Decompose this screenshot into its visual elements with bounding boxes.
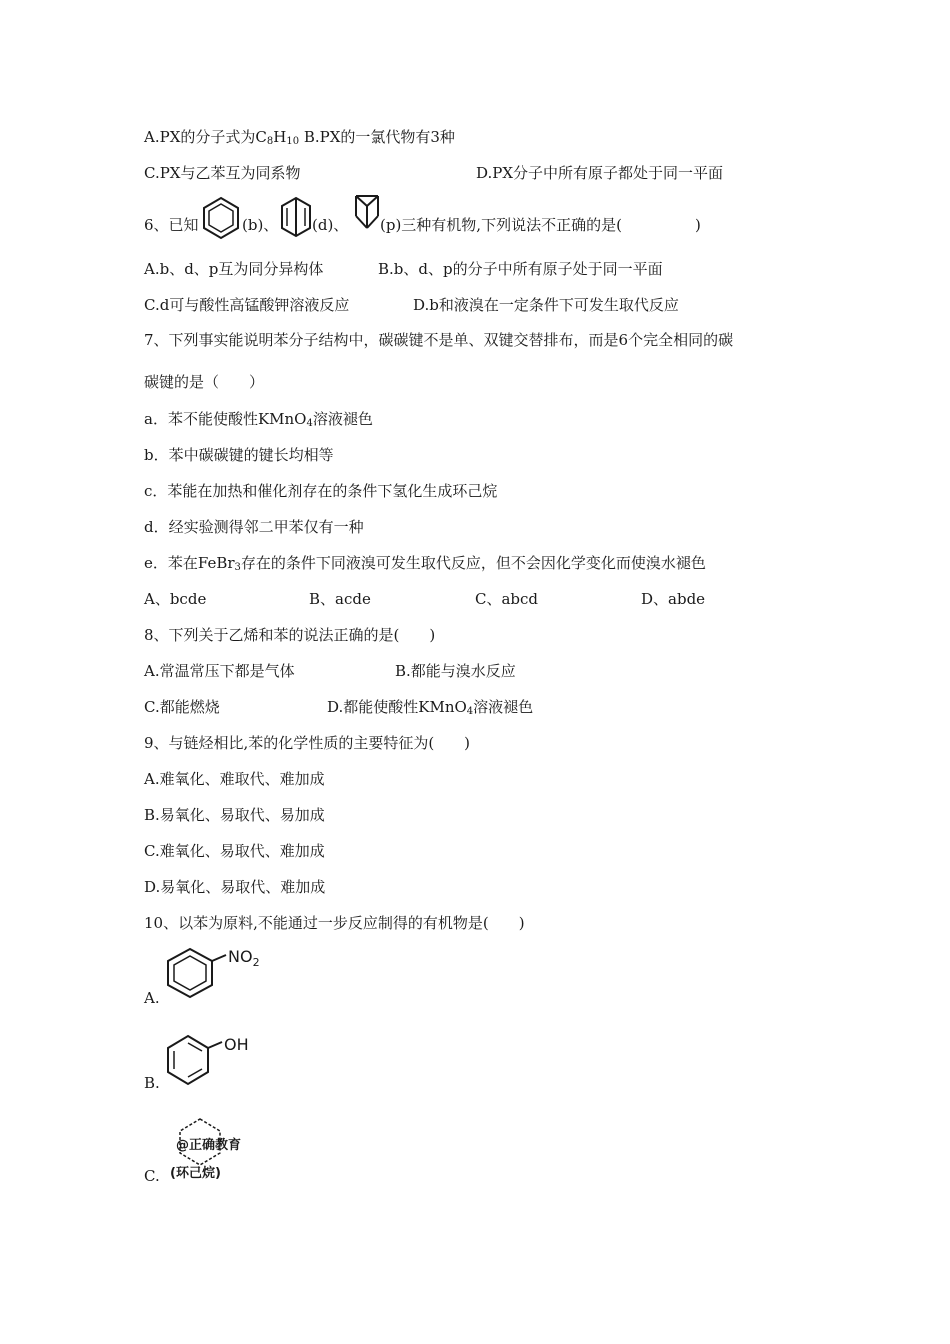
q7-statement-a: a．苯不能使酸性KMnO$_4$溶液褪色 — [144, 410, 373, 429]
q8-stem: 8、下列关于乙烯和苯的说法正确的是( ) — [144, 626, 436, 644]
phenol-structure — [160, 1030, 270, 1090]
q7-statement-b: b．苯中碳碳键的键长均相等 — [144, 446, 334, 464]
benzene-b-structure — [201, 196, 241, 240]
q8-option-a: A.常温常压下都是气体 — [144, 662, 295, 680]
q5-option-d: D.PX分子中所有原子都处于同一平面 — [476, 164, 724, 182]
cyclohexane-caption: (环己烷) — [170, 1166, 221, 1181]
q5-option-c: C.PX与乙苯互为同系物 — [144, 164, 301, 182]
q5-option-b: B.PX的一氯代物有3种 — [299, 128, 455, 146]
q6-close-paren: ) — [695, 216, 701, 234]
q7-option-c: C、abcd — [475, 590, 539, 608]
q7-option-b: B、acde — [309, 590, 371, 608]
q9-option-b: B.易氧化、易取代、易加成 — [144, 806, 325, 824]
q10-option-c-label: C. — [144, 1167, 160, 1185]
q6-option-b: B.b、d、p的分子中所有原子处于同一平面 — [378, 260, 663, 278]
q5-option-a-b — [144, 127, 455, 152]
q6-label-b: (b)、 — [242, 216, 279, 234]
q8-option-c: C.都能燃烧 — [144, 698, 220, 716]
q9-option-a: A.难氧化、难取代、难加成 — [144, 770, 325, 788]
q7-option-a: A、bcde — [144, 590, 207, 608]
watermark-text: @正确教育 — [176, 1138, 242, 1153]
q6-option-d: D.b和液溴在一定条件下可发生取代反应 — [413, 296, 679, 314]
nitro-group-subscript: 2 — [252, 956, 260, 969]
q7-statement-c: c．苯能在加热和催化剂存在的条件下氢化生成环己烷 — [144, 482, 498, 500]
q6-stem-prefix: 6、已知 — [144, 216, 199, 234]
q7-option-d: D、abde — [641, 590, 706, 608]
q6-option-c: C.d可与酸性高锰酸钾溶液反应 — [144, 296, 350, 314]
q10-stem: 10、以苯为原料,不能通过一步反应制得的有机物是( ) — [144, 914, 525, 932]
cyclohexane-structure — [170, 1115, 270, 1185]
nitro-group-label: NO — [228, 947, 253, 966]
q9-stem: 9、与链烃相比,苯的化学性质的主要特征为( ) — [144, 734, 471, 752]
q7-statement-e: e．苯在FeBr$_3$存在的条件下同液溴可发生取代反应，但不会因化学变化而使溴水褪色 — [144, 554, 706, 573]
q10-option-b-label: B. — [144, 1074, 160, 1092]
q8-option-b: B.都能与溴水反应 — [395, 662, 516, 680]
q6-label-p: (p)三种有机物,下列说法不正确的是( — [380, 216, 622, 234]
prismane-p-structure — [354, 192, 380, 232]
dewar-benzene-d-structure — [280, 196, 312, 238]
q6-label-d: (d)、 — [312, 216, 349, 234]
q10-option-a-label: A. — [144, 989, 160, 1007]
hydroxyl-group-label: OH — [224, 1035, 249, 1054]
q7-stem-line2: 碳键的是（ ） — [144, 373, 265, 391]
nitrobenzene-structure — [160, 945, 270, 1001]
q5-option-a: A.PX的分子式为$C_8H_{10}$ — [144, 128, 300, 147]
svg-text:NO2 — [228, 947, 260, 969]
q7-statement-d: d．经实验测得邻二甲苯仅有一种 — [144, 518, 364, 536]
q9-option-c: C.难氧化、易取代、难加成 — [144, 842, 325, 860]
q6-option-a: A.b、d、p互为同分异构体 — [144, 260, 324, 278]
q9-option-d: D.易氧化、易取代、难加成 — [144, 878, 326, 896]
q8-option-d: D.都能使酸性KMnO$_4$溶液褪色 — [327, 698, 534, 717]
q7-stem-line1: 7、下列事实能说明苯分子结构中，碳碳键不是单、双键交替排布，而是6个完全相同的碳 — [144, 331, 734, 349]
